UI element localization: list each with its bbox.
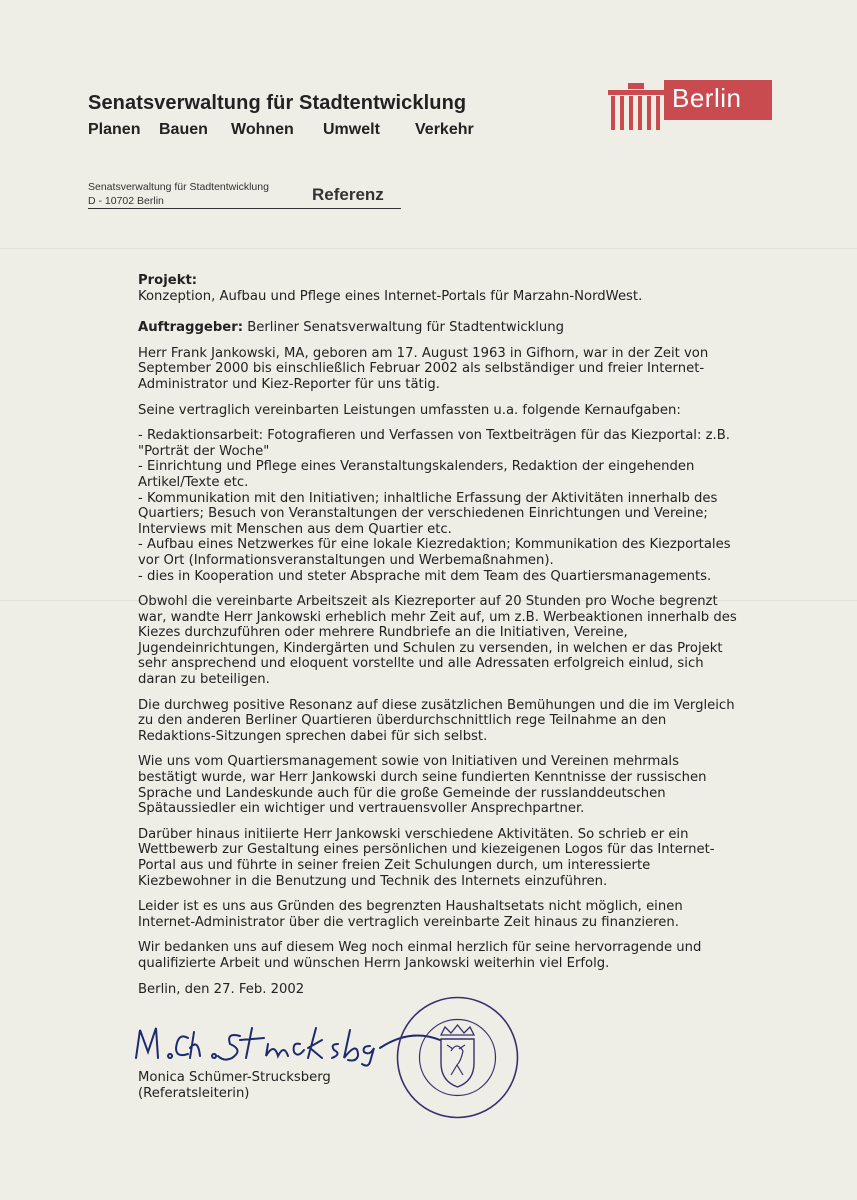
project-paragraph — [138, 273, 738, 304]
tagline-item: Wohnen — [231, 121, 294, 138]
letter-body — [138, 273, 738, 1007]
client-label: Auftraggeber: — [138, 320, 244, 336]
thanks-paragraph: Wir bedanken uns auf diesem Weg noch einmal herzlich für seine hervorragende und qualifizierte Arbeit und wünschen Herrn Jankowski weiterhin viel Erfolg. — [138, 940, 702, 971]
sender-line: D - 10702 Berlin — [88, 194, 164, 207]
list-item: - dies in Kooperation und steter Absprache mit dem Team des Quartiersmanagements. — [138, 568, 712, 584]
list-item: - Redaktionsarbeit: Fotografieren und Verfassen von Textbeiträgen für das Kiezportal: z.B. "Porträt der Woche" — [138, 428, 730, 459]
sender-address — [88, 181, 269, 208]
tagline-item: Umwelt — [323, 121, 380, 138]
tagline-item: Verkehr — [415, 121, 474, 138]
document-title: Referenz — [312, 185, 384, 204]
org-tagline — [88, 121, 474, 139]
list-item: - Aufbau eines Netzwerkes für eine lokale Kiezredaktion; Kommunikation des Kiezportales vor Ort (Informationsveranstaltungen und Werbemaßnahmen). — [138, 537, 731, 568]
tasks-list — [138, 428, 738, 584]
initiative-paragraph: Darüber hinaus initiierte Herr Jankowski verschiedene Aktivitäten. So schrieb er ein Wettbewerb zur Gestaltung eines persönlichen und kiezeigenen Logos für das Internet-Portal aus und führte in seiner freien Zeit Schulungen durch, um interessierte Kiezbewohner in die Benutzung und Technik des Internets einzuführen. — [138, 826, 715, 889]
tagline-item: Planen — [88, 121, 141, 138]
brandenburg-gate-icon — [608, 80, 668, 132]
tasks-intro: Seine vertraglich vereinbarten Leistungen umfassten u.a. folgende Kernaufgaben: — [138, 402, 681, 418]
intro-paragraph: Herr Frank Jankowski, MA, geboren am 17. August 1963 in Gifhorn, war in der Zeit von September 2000 bis einschließlich Februar 2002 als selbständiger und freier Internet-Administrator und Kiez-Reporter für uns tätig. — [138, 345, 709, 392]
tagline-item: Bauen — [159, 121, 208, 138]
signatory-role: (Referatsleiterin) — [138, 1085, 250, 1101]
client-paragraph — [138, 320, 738, 336]
resonance-paragraph: Die durchweg positive Resonanz auf diese zusätzlichen Bemühungen und die im Vergleich zu den anderen Berliner Quartieren überdurchschnittlich rege Teilnahme an den Redaktions-Sitzungen sprechen dabei für sich selbst. — [138, 697, 735, 744]
russian-paragraph: Wie uns vom Quartiersmanagement sowie von Initiativen und Vereinen mehrmals bestätigt wurde, war Herr Jankowski durch seine fundierten Kenntnisse der russischen Sprache und Landeskunde auch für die große Gemeinde der russlanddeutschen Spätaussiedler ein wichtiger und vertrauensvoller Ansprechpartner. — [138, 754, 707, 817]
client-text: Berliner Senatsverwaltung für Stadtentwicklung — [243, 320, 565, 336]
org-name: Senatsverwaltung für Stadtentwicklung — [88, 92, 467, 114]
official-seal — [395, 995, 520, 1120]
sender-line: Senatsverwaltung für Stadtentwicklung — [88, 181, 269, 193]
signatory — [138, 1070, 331, 1101]
list-item: - Kommunikation mit den Initiativen; inhaltliche Erfassung der Aktivitäten innerhalb des Quartiers; Besuch von Veranstaltungen der verschiedenen Einrichtungen und Vereine; Interviews mit Menschen aus dem Quartier etc. — [138, 490, 718, 537]
project-label: Projekt: — [138, 273, 198, 288]
signatory-name: Monica Schümer-Strucksberg — [138, 1070, 331, 1085]
berlin-logo — [608, 80, 773, 132]
date-line: Berlin, den 27. Feb. 2002 — [138, 981, 305, 997]
budget-paragraph: Leider ist es uns aus Gründen des begrenzten Haushaltsetats nicht möglich, einen Internet-Administrator über die vertraglich vereinbarte Zeit hinaus zu finanzieren. — [138, 899, 683, 930]
workload-paragraph: Obwohl die vereinbarte Arbeitszeit als Kiezreporter auf 20 Stunden pro Woche begrenzt war, wandte Herr Jankowski erheblich mehr Zeit auf, um z.B. Werbeaktionen innerhalb des Kiezes durchzuführen oder mehrere Rundbriefe an die Initiativen, Vereine, Jugendeinrichtungen, Kindergärten und Schulen zu versenden, in welchen er das Projekt sehr ansprechend und eloquent vorstellte und alle Adressaten erfolgreich einlud, sich daran zu beteiligen. — [138, 594, 737, 688]
logo-text: Berlin — [672, 83, 742, 113]
list-item: - Einrichtung und Pflege eines Veranstaltungskalenders, Redaktion der eingehenden Artikel/Texte etc. — [138, 459, 695, 490]
paper-fold — [0, 248, 857, 249]
sender-divider — [88, 208, 401, 209]
project-text: Konzeption, Aufbau und Pflege eines Internet-Portals für Marzahn-NordWest. — [138, 288, 643, 304]
